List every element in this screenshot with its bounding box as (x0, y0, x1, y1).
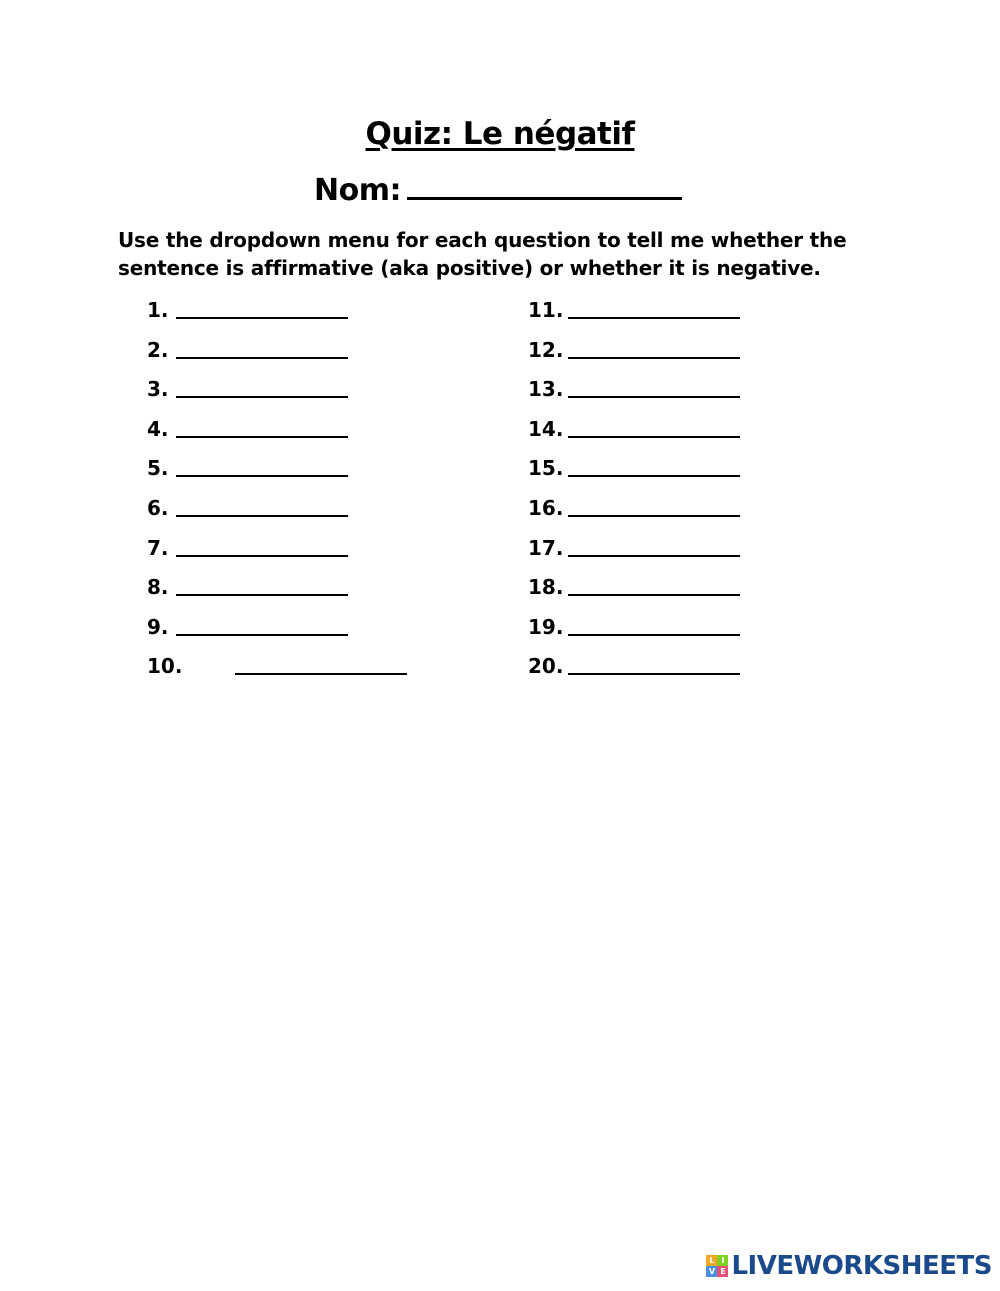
name-label: Nom: (314, 173, 401, 208)
logo-letter: L (706, 1255, 717, 1266)
question-item (147, 338, 169, 366)
logo-letter: I (717, 1255, 728, 1266)
question-item (147, 417, 169, 445)
answer-dropdown-blank[interactable] (568, 615, 740, 636)
watermark-text: LIVEWORKSHEETS (731, 1251, 992, 1281)
answer-dropdown-blank[interactable] (235, 654, 407, 675)
answer-dropdown-blank[interactable] (568, 298, 740, 319)
answer-dropdown-blank[interactable] (568, 456, 740, 477)
answer-dropdown-blank[interactable] (568, 575, 740, 596)
question-item (147, 377, 169, 405)
question-item (147, 536, 169, 564)
question-item (528, 298, 563, 326)
name-field-row (314, 171, 682, 208)
question-number: 1. (147, 298, 169, 322)
question-item (147, 298, 169, 326)
question-number: 9. (147, 615, 169, 639)
question-number: 15. (528, 456, 564, 480)
question-item (147, 456, 169, 484)
question-number: 10. (147, 654, 183, 678)
logo-letter: E (717, 1266, 728, 1277)
question-item (528, 615, 563, 643)
question-number: 18. (528, 575, 564, 599)
question-item (147, 496, 169, 524)
instructions-text: Use the dropdown menu for each question to tell me whether the sentence is affirmative (aka positive) or whether it is negative. (118, 228, 847, 280)
name-input-blank[interactable] (407, 171, 682, 200)
question-number: 17. (528, 536, 564, 560)
question-number: 4. (147, 417, 169, 441)
answer-dropdown-blank[interactable] (176, 338, 348, 359)
question-number: 12. (528, 338, 564, 362)
page-title: Quiz: Le négatif (365, 116, 635, 152)
question-number: 5. (147, 456, 169, 480)
liveworksheets-watermark (706, 1251, 992, 1281)
question-number: 2. (147, 338, 169, 362)
answer-dropdown-blank[interactable] (176, 575, 348, 596)
question-number: 19. (528, 615, 564, 639)
question-item (528, 456, 563, 484)
answer-dropdown-blank[interactable] (568, 417, 740, 438)
question-number: 14. (528, 417, 564, 441)
question-item (528, 417, 563, 445)
question-number: 3. (147, 377, 169, 401)
question-item (528, 575, 563, 603)
answer-dropdown-blank[interactable] (176, 298, 348, 319)
question-item (528, 496, 563, 524)
question-number: 20. (528, 654, 564, 678)
question-number: 16. (528, 496, 564, 520)
question-number: 11. (528, 298, 564, 322)
answer-dropdown-blank[interactable] (176, 496, 348, 517)
question-item (528, 536, 563, 564)
question-number: 6. (147, 496, 169, 520)
answer-dropdown-blank[interactable] (568, 536, 740, 557)
answer-dropdown-blank[interactable] (176, 536, 348, 557)
question-item (147, 654, 182, 682)
answer-dropdown-blank[interactable] (176, 456, 348, 477)
answer-dropdown-blank[interactable] (176, 417, 348, 438)
liveworksheets-logo-icon (706, 1255, 728, 1277)
answer-dropdown-blank[interactable] (568, 338, 740, 359)
logo-letter: V (706, 1266, 717, 1277)
question-item (528, 338, 563, 366)
answer-dropdown-blank[interactable] (568, 496, 740, 517)
question-item (147, 615, 169, 643)
question-number: 8. (147, 575, 169, 599)
question-item (528, 654, 563, 682)
question-item (147, 575, 169, 603)
answer-dropdown-blank[interactable] (176, 377, 348, 398)
answer-dropdown-blank[interactable] (568, 377, 740, 398)
answer-dropdown-blank[interactable] (568, 654, 740, 675)
question-number: 13. (528, 377, 564, 401)
question-item (528, 377, 563, 405)
question-number: 7. (147, 536, 169, 560)
answer-dropdown-blank[interactable] (176, 615, 348, 636)
